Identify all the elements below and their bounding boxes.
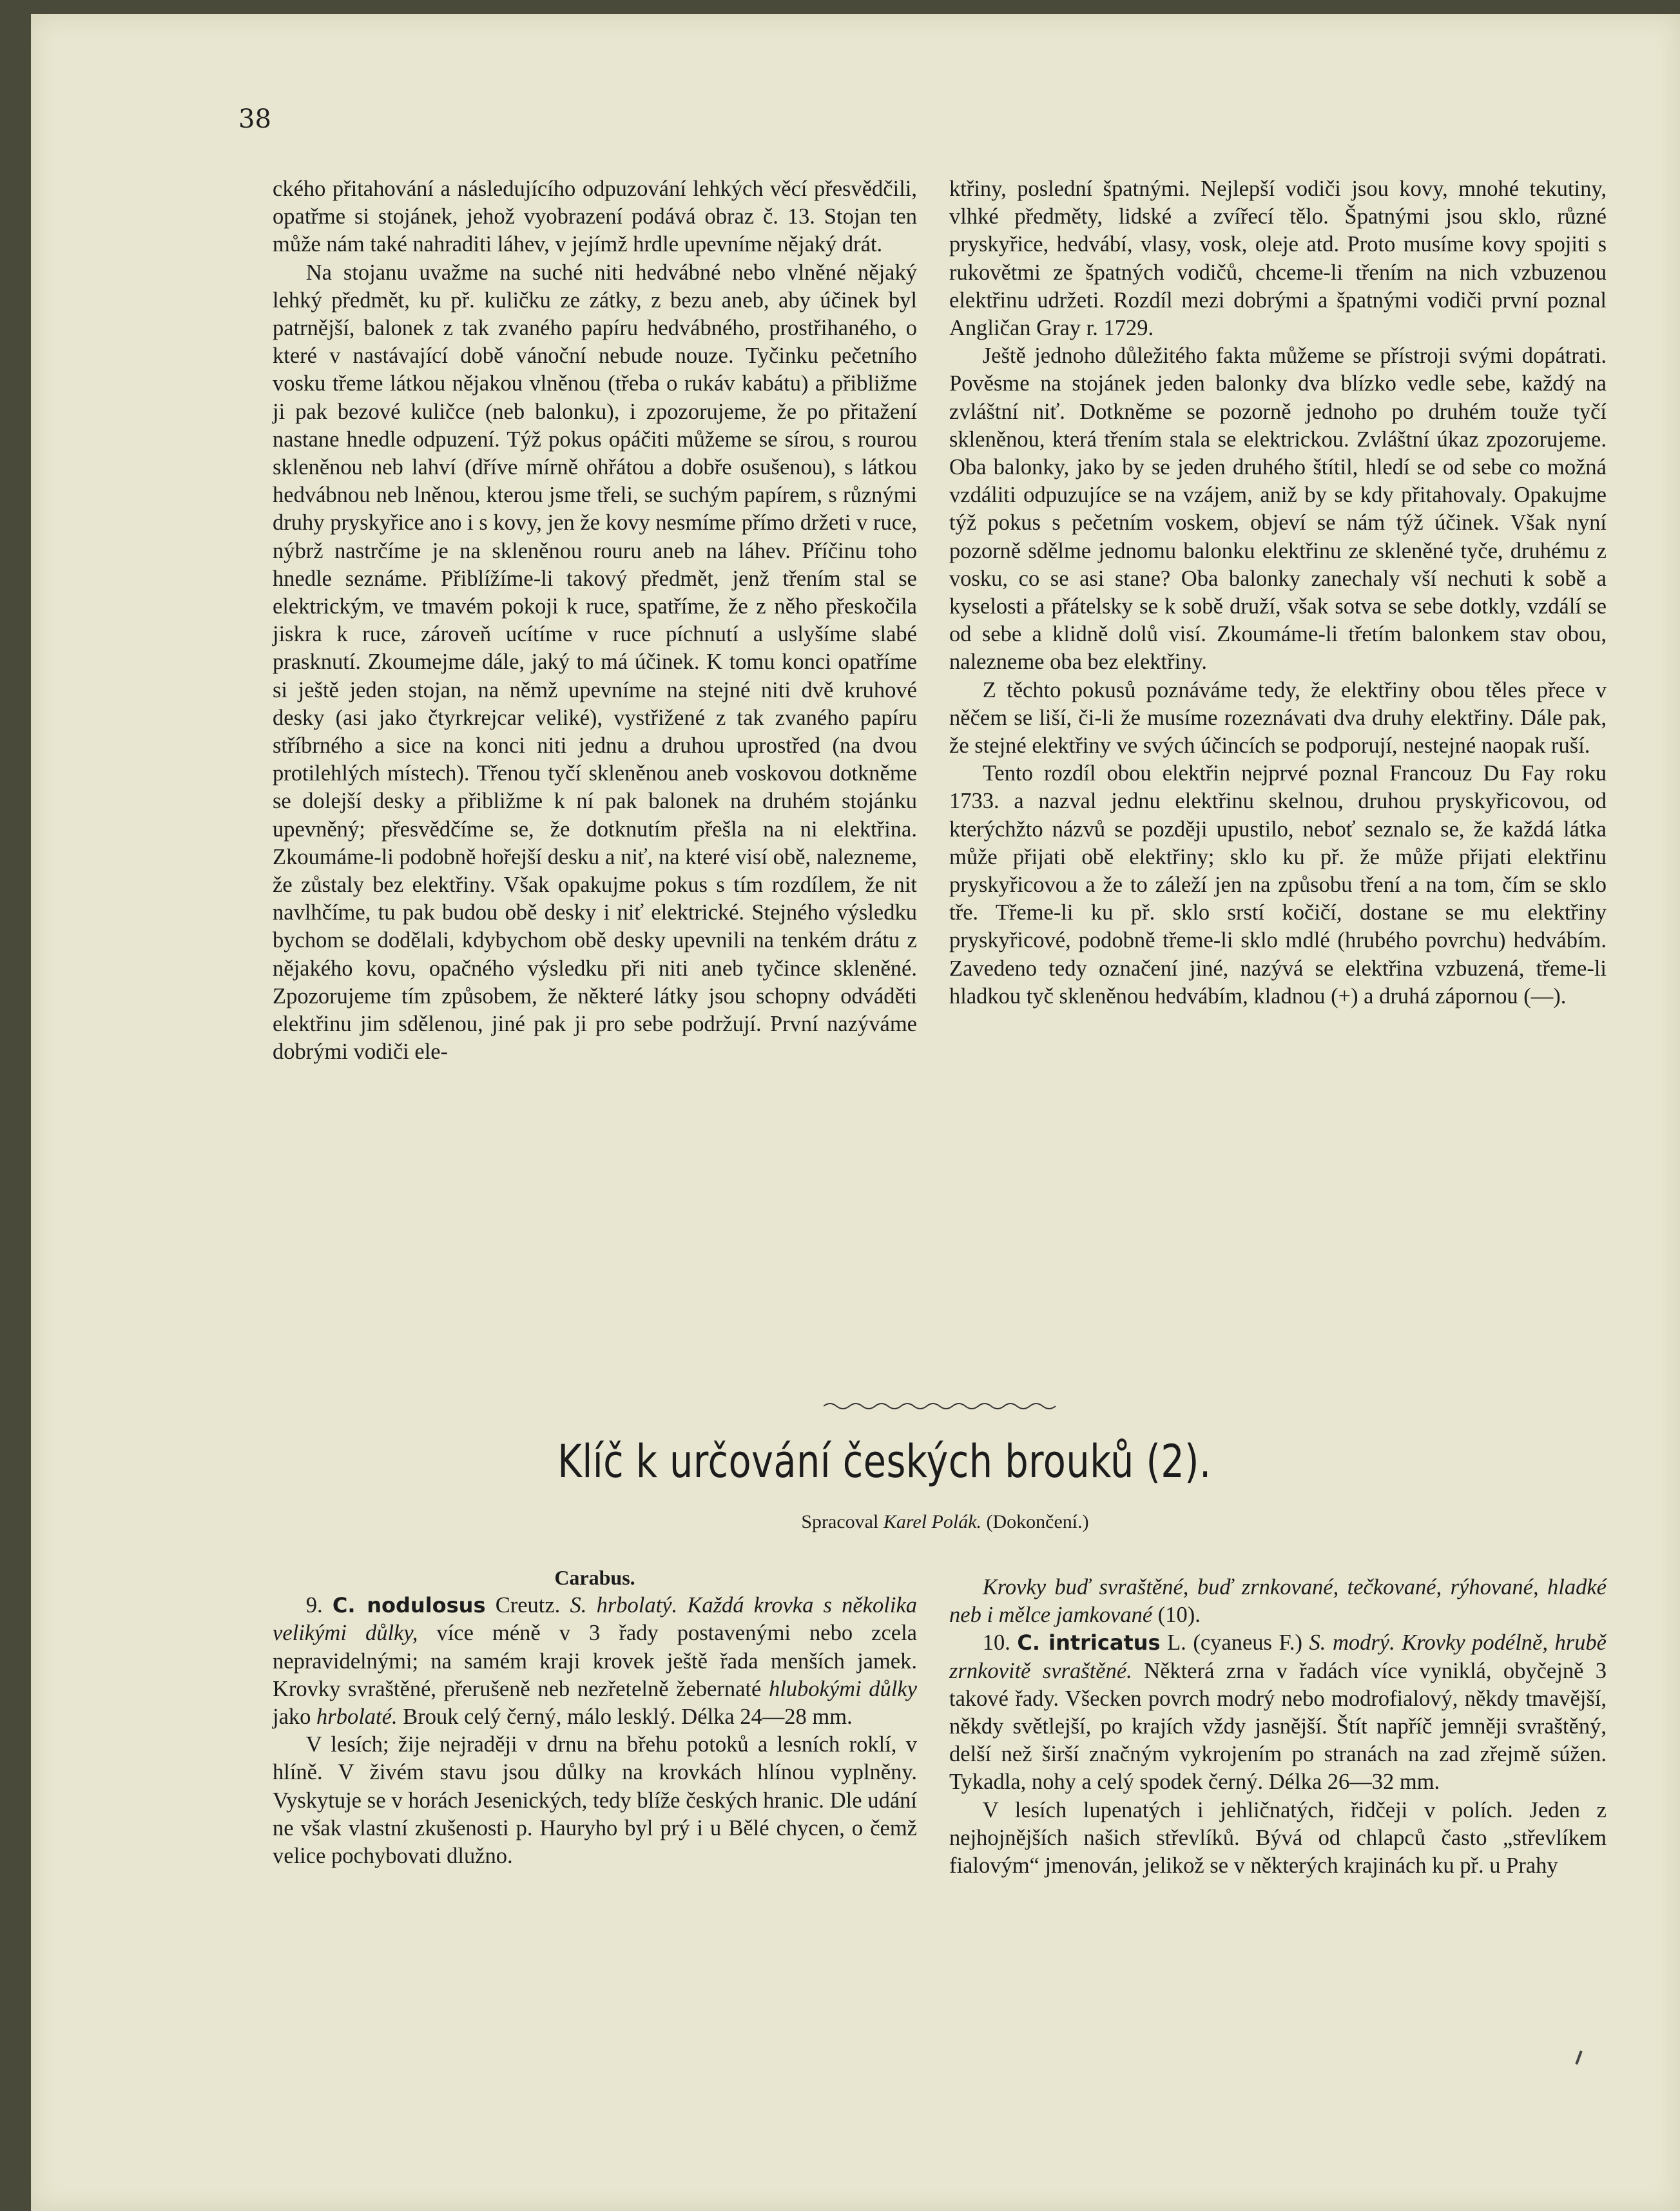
species-author: L. (cyaneus F.) (1167, 1630, 1303, 1656)
habitat-paragraph: V lesích; žije nejraději v drnu na břehu potoků a lesních roklí, v hlíně. V živém stavu jsou důlky na krovkách hlínou vyplněny. Vyskytuje se v horách Jesenických, tedy blíže českých hranic. Dle udání ne však vlastní zkušenosti p. Hauryho byl prý i u Bělé chycen, o čemž velice pochybovati dlužno. (273, 1732, 917, 1869)
paragraph: ktřiny, poslední špatnými. Nejlepší vodiči jsou kovy, mnohé tekutiny, vlhké předměty, lidské a zvířecí tělo. Špatnými jsou sklo, různé pryskyřice, hedvábí, vlasy, vosk, oleje atd. Proto musíme kovy spojiti s rukovětmi ze špatných vodičů, chceme-li třením na nich vzbuzenou elektřinu udržeti. Rozdíl mezi dobrými a špatnými vodiči první poznal Angličan Gray r. 1729. (949, 177, 1607, 341)
species-entry (949, 1629, 1607, 1796)
species-description-italic: hrbolaté. (316, 1704, 398, 1730)
wavy-divider (824, 1400, 1062, 1413)
species-description-italic: S. modrý. Krovky podélně, hrubě zrnkovitě svraštěné. (949, 1630, 1607, 1683)
paragraph: ckého přitahování a následujícího odpuzování lehkých věcí přesvědčili, opatřme si stojánek, jehož vyobrazení podává obraz č. 13. Stojan ten může nám také nahraditi láhev, v jejímž hrdle upevníme nějaký drát. (273, 177, 917, 257)
species-description: Brouk celý černý, málo lesklý. Délka 24—28 mm. (403, 1704, 853, 1730)
genus-heading: Carabus. (554, 1566, 635, 1589)
paragraph: Na stojanu uvažme na suché niti hedvábné nebo vlněné nějaký lehký předmět, ku př. kuličku ze zátky, z bezu aneb, aby účinek byl patrnější, balonek z tak zvaného papíru hedvábného, prostřihaného, o které v nastávající době vánoční nebude nouze. Tyčinku pečetního vosku třeme látkou nějakou vlněnou (třeba o rukáv kabátu) a přibližme ji pak bezové kuličce (neb balonku), i zpozorujeme, že po přitažení nastane hnedle odpuzení. Týž pokus opáčiti můžeme se sírou, s rourou skleněnou neb lahví (dříve mírně ohřátou a dobře osušenou), s látkou hedvábnou neb lněnou, kterou jsme třeli, se suchým papírem, s různými druhy pryskyřice ano i s kovy, jen že kovy nesmíme přímo držeti v ruce, nýbrž nastrčíme je na skleněnou rouru aneb na láhev. Příčinu toho hnedle seznáme. Přiblížíme-li takový předmět, jenž třením stal se elektrickým, ve tmavém pokoji k ruce, spatříme, že z něho přeskočila jiskra k ruce, zároveň ucítíme v ruce píchnutí a uslyšíme slabé prasknutí. Zkoumejme dále, jaký to má účinek. K tomu konci opatříme si ještě jeden stojan, na němž upevníme na stejné niti dvě kruhové desky (asi jako čtyrkrejcar veliké), vystřižené z tak zvaného papíru stříbrného a sice na konci niti jednu a druhou uprostřed (na dvou protilehlých místech). Třenou tyčí skleněnou aneb voskovou dotkněme se dolejší desky a přibližme k ní pak balonek na druhém stojánku upevněný; přesvědčíme se, že dotknutím přešla na ni elektřina. Zkoumáme-li podobně hořejší desku a niť, na které visí obě, nalezneme, že zůstaly bez elektřiny. Však opakujme pokus s tím rozdílem, že nit navlhčíme, tu pak budou obě desky i niť elektrické. Stejného výsledku bychom se dodělali, kdybychom obě desky upevnili na tenkém drátu z nějakého kovu, opačného výsledku při niti aneb tyčince skleněné. Zpozorujeme tím způsobem, že některé látky jsou schopny odváděti elektřinu jim sdělenou, jiné pak ji pro sebe podržují. První nazýváme dobrými vodiči ele- (273, 260, 917, 1065)
page-number: 38 (238, 104, 271, 134)
right-column (949, 175, 1607, 1010)
species-description-italic: S. hrbolatý. Každá krovka s několika velikými důlky, (273, 1593, 918, 1646)
byline-suffix: (Dokončení.) (986, 1511, 1089, 1532)
paragraph: Ještě jednoho důležitého fakta můžeme se přístroji svými dopátrati. Pověsme na stojánek jeden balonky dva blízko vedle sebe, každý na zvláštní niť. Dotkněme se pozorně jednoho po druhém touže tyčí skleněnou, která třením stala se elektrickou. Zvláštní úkaz zpozorujeme. Oba balonky, jako by se jeden druhého štítil, hledí se od sebe co možná vzdáliti odpuzujíce se na vzájem, aniž by se kdy přitahovaly. Opakujme týž pokus s pečetním voskem, objeví se nám týž účinek. Však nyní pozorně sdělme jednomu balonku elektřinu ze skleněné tyče, druhému z vosku, co se asi stane? Oba balonky zanechaly vší nechuti k sobě a kyselosti a přátelsky se k sobě druží, však sotva se sebe dotkly, vzdálí se od sebe a klidně dolů visí. Zkoumáme-li třetím balonkem stav obou, nalezneme oba bez elektřiny. (949, 343, 1607, 675)
species-description: Některá zrna v řadách více vyniklá, obyčejně 3 takové řady. Všecken povrch modrý nebo modrofialový, někdy tmavější, někdy světlejší, po krajích vždy jasnější. Štít napříč jemněji svraštěný, delší než širší značným vykrojením po stranách na zad zřejmě súžen. Tykadla, nohy a celý spodek černý. Délka 26—32 mm. (949, 1658, 1607, 1795)
stray-mark (1575, 2051, 1582, 2065)
key-entry (949, 1574, 1607, 1629)
species-number: 9. (305, 1593, 323, 1618)
byline-author: Karel Polák. (883, 1511, 982, 1532)
species-number: 10. (982, 1630, 1010, 1656)
paragraph: Z těchto pokusů poznáváme tedy, že elektřiny obou těles přece v něčem se liší, či-li že musíme rozeznávati dva druhy elektřiny. Dále pak, že stejné elektřiny ve svých účincích se podporují, nestejné naopak ruší. (949, 677, 1607, 758)
paragraph: Tento rozdíl obou elektřin nejprvé poznal Francouz Du Fay roku 1733. a nazval jednu elektřinu skelnou, druhou pryskyřicovou, od kterýchžto názvů se později upustilo, neboť seznalo se, že každá látka může přijati obě elektřiny; sklo ku př. že může přijati elektřinu pryskyřicovou a že to záleží jen na způsobu tření a na tom, čím se sklo tře. Třeme-li ku př. sklo srstí kočičí, dostane se mu elektřiny pryskyřicové, podobně třeme-li sklo mdlé (hrubého povrchu) hedvábím. Zavedeno tedy označení jiné, nazývá se elektřina vzbuzená, třeme-li hladkou tyč skleněnou hedvábím, kladnou (+) a druhá zápornou (—). (949, 761, 1607, 1009)
beetle-key-left-column (273, 1564, 917, 1870)
beetle-key-right-column (949, 1574, 1607, 1880)
species-description: jako (273, 1704, 311, 1730)
byline-prefix: Spracoval (801, 1511, 879, 1532)
species-author: Creutz. (495, 1593, 561, 1618)
species-name: C. intricatus (1017, 1630, 1161, 1656)
left-column (273, 175, 917, 1067)
species-entry (273, 1592, 917, 1731)
key-text-italic: Krovky buď svraštěné, buď zrnkované, tečkované, rýhované, hladké neb i mělce jamkované (949, 1575, 1607, 1628)
habitat-paragraph: V lesích lupenatých i jehličnatých, řidčeji v polích. Jeden z nejhojnějších našich střevlíků. Bývá od chlapců často „střevlíkem fialovým“ jmenován, jelikož se v některých krajinách ku př. u Prahy (949, 1797, 1607, 1878)
key-reference: (10). (1157, 1603, 1201, 1628)
book-page (31, 14, 1680, 2211)
article-title: Klíč k určování českých brouků (2). (557, 1435, 1212, 1488)
species-name: C. nodulosus (332, 1593, 486, 1618)
species-description: více méně v 3 řady postavenými nebo zcela nepravidelnými; na samém kraji krovek ještě řada menších jamek. Krovky svraštěné, přerušeně neb nezřetelně žebernaté (273, 1621, 918, 1701)
byline (31, 1511, 1680, 1533)
species-description-italic: hlubokými důlky (768, 1676, 918, 1701)
